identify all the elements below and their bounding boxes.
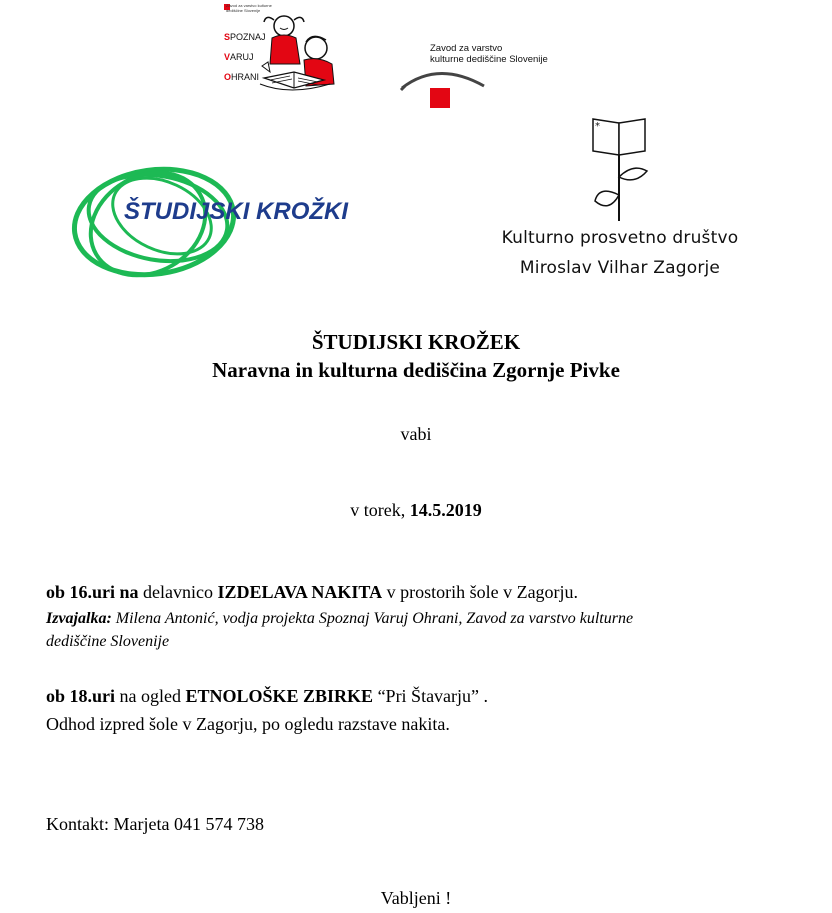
children-reading-illustration [254, 8, 344, 102]
lecturer-label: Izvajalka: [46, 610, 112, 627]
heading-line1: ŠTUDIJSKI KROŽEK [311, 330, 521, 354]
spoznaj-word: SPOZNAJ [224, 32, 266, 42]
spoznaj-varuj-ohrani-logo [214, 4, 344, 104]
event2-text1: na ogled [119, 686, 181, 706]
kpd-book-flower-logo [585, 115, 655, 225]
event2-time: ob 18.uri [46, 686, 116, 706]
date-prefix: v torek, [350, 500, 406, 520]
zvkds-arc-icon [398, 66, 498, 112]
event2-line [46, 684, 806, 708]
ohrani-word: OHRANI [224, 72, 260, 82]
spoznaj-tiny-caption: Zavod za varstvo kulturne dediščine Slovenije [226, 3, 272, 13]
date-value: 14.5.2019 [409, 500, 482, 520]
event1-name: IZDELAVA NAKITA [217, 582, 383, 602]
event1-lecturer [46, 608, 806, 630]
event2-text2: “Pri Štavarju” . [377, 686, 489, 706]
heading-line2: Naravna in kulturna dediščina Zgornje Pivke [212, 358, 620, 382]
zvkds-line1: Zavod za varstvo [430, 43, 503, 54]
lecturer-line2: dediščine Slovenije [46, 633, 170, 650]
contact-text: Kontakt: Marjeta 041 574 738 [46, 814, 264, 834]
lecturer-line1: Milena Antonić, vodja projekta Spoznaj Varuj Ohrani, Zavod za varstvo kulturne [115, 610, 634, 627]
book-flower-icon [585, 115, 655, 225]
date-line [0, 498, 832, 522]
closing-text: Vabljeni ! [380, 888, 452, 908]
event1-text2: v prostorih šole v Zagorju. [386, 582, 579, 602]
varuj-word: VARUJ [224, 52, 254, 62]
event1-time: ob 16.uri na [46, 582, 139, 602]
invite-text: vabi [400, 424, 432, 444]
kpd-line1: Kulturno prosvetno društvo [501, 228, 739, 248]
zvkds-logo [398, 40, 548, 112]
studijski-krozki-logo [66, 158, 349, 284]
studijski-krozki-text: ŠTUDIJSKI KROŽKI [124, 198, 349, 225]
event2-note: Odhod izpred šole v Zagorju, po ogledu razstave nakita. [46, 714, 450, 734]
event1-line [46, 580, 806, 604]
event1-text1: delavnico [143, 582, 214, 602]
zvkds-line2: kulturne dediščine Slovenije [430, 54, 548, 65]
svg-text:*: * [595, 121, 600, 132]
event2-name: ETNOLOŠKE ZBIRKE [185, 686, 374, 706]
kpd-line2: Miroslav Vilhar Zagorje [519, 258, 721, 278]
